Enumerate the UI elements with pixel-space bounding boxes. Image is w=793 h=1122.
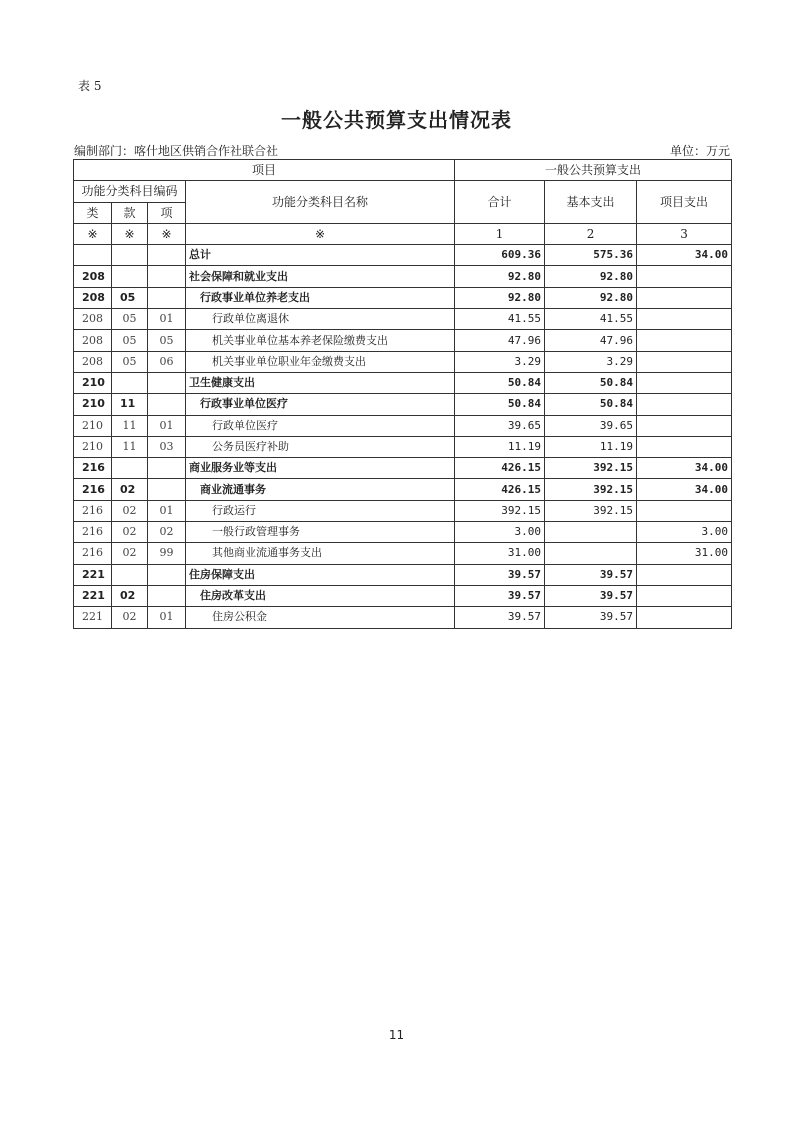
cell-kuan: 11 bbox=[112, 394, 148, 415]
cell-xiang: 01 bbox=[148, 500, 186, 521]
cell-lei: 216 bbox=[74, 479, 112, 500]
cell-basic: 39.57 bbox=[545, 564, 637, 585]
cell-project-expense bbox=[637, 266, 732, 287]
cell-basic: 39.57 bbox=[545, 585, 637, 606]
header-function-name: 功能分类科目名称 bbox=[186, 181, 455, 224]
header-mark: ※ bbox=[112, 223, 148, 244]
header-project-expense: 项目支出 bbox=[637, 181, 732, 224]
cell-xiang bbox=[148, 287, 186, 308]
cell-lei: 208 bbox=[74, 351, 112, 372]
cell-kuan bbox=[112, 245, 148, 266]
table-row bbox=[74, 415, 732, 436]
cell-xiang bbox=[148, 479, 186, 500]
header-kuan: 款 bbox=[112, 202, 148, 223]
cell-total: 50.84 bbox=[455, 372, 545, 393]
table-row bbox=[74, 458, 732, 479]
header-mark: ※ bbox=[74, 223, 112, 244]
cell-lei: 208 bbox=[74, 330, 112, 351]
cell-function-name: 行政运行 bbox=[186, 500, 455, 521]
cell-basic bbox=[545, 543, 637, 564]
budget-table bbox=[73, 159, 732, 629]
cell-kuan bbox=[112, 266, 148, 287]
header-project: 项目 bbox=[74, 160, 455, 181]
cell-project-expense: 31.00 bbox=[637, 543, 732, 564]
cell-lei: 221 bbox=[74, 564, 112, 585]
cell-lei: 208 bbox=[74, 266, 112, 287]
table-row bbox=[74, 266, 732, 287]
cell-xiang: 06 bbox=[148, 351, 186, 372]
cell-basic: 50.84 bbox=[545, 394, 637, 415]
cell-kuan: 05 bbox=[112, 330, 148, 351]
table-row bbox=[74, 287, 732, 308]
cell-lei bbox=[74, 245, 112, 266]
cell-kuan: 05 bbox=[112, 309, 148, 330]
cell-xiang: 02 bbox=[148, 522, 186, 543]
table-row bbox=[74, 245, 732, 266]
cell-function-name: 行政事业单位医疗 bbox=[186, 394, 455, 415]
cell-basic: 39.65 bbox=[545, 415, 637, 436]
cell-total: 426.15 bbox=[455, 458, 545, 479]
header-basic: 基本支出 bbox=[545, 181, 637, 224]
cell-function-name: 行政单位医疗 bbox=[186, 415, 455, 436]
cell-function-name: 住房改革支出 bbox=[186, 585, 455, 606]
table-row bbox=[74, 351, 732, 372]
header-mark: ※ bbox=[186, 223, 455, 244]
cell-xiang: 03 bbox=[148, 436, 186, 457]
cell-function-name: 行政单位离退休 bbox=[186, 309, 455, 330]
cell-project-expense bbox=[637, 287, 732, 308]
table-row bbox=[74, 436, 732, 457]
cell-lei: 221 bbox=[74, 585, 112, 606]
table-row bbox=[74, 543, 732, 564]
cell-kuan: 02 bbox=[112, 543, 148, 564]
cell-total: 3.00 bbox=[455, 522, 545, 543]
cell-lei: 210 bbox=[74, 415, 112, 436]
header-budget-group: 一般公共预算支出 bbox=[455, 160, 732, 181]
cell-xiang: 01 bbox=[148, 415, 186, 436]
table-row bbox=[74, 330, 732, 351]
cell-function-name: 卫生健康支出 bbox=[186, 372, 455, 393]
table-number: 表 5 bbox=[78, 79, 102, 93]
cell-lei: 216 bbox=[74, 458, 112, 479]
cell-xiang bbox=[148, 266, 186, 287]
cell-total: 39.57 bbox=[455, 585, 545, 606]
cell-total: 31.00 bbox=[455, 543, 545, 564]
page-title: 一般公共预算支出情况表 bbox=[281, 108, 512, 132]
cell-basic: 11.19 bbox=[545, 436, 637, 457]
cell-kuan bbox=[112, 458, 148, 479]
cell-basic: 41.55 bbox=[545, 309, 637, 330]
cell-function-name: 商业流通事务 bbox=[186, 479, 455, 500]
cell-function-name: 机关事业单位职业年金缴费支出 bbox=[186, 351, 455, 372]
table-row bbox=[74, 607, 732, 628]
cell-lei: 208 bbox=[74, 287, 112, 308]
cell-total: 50.84 bbox=[455, 394, 545, 415]
cell-xiang: 01 bbox=[148, 607, 186, 628]
cell-xiang bbox=[148, 245, 186, 266]
cell-project-expense: 34.00 bbox=[637, 479, 732, 500]
table-header bbox=[74, 160, 732, 245]
cell-total: 3.29 bbox=[455, 351, 545, 372]
cell-kuan: 05 bbox=[112, 287, 148, 308]
header-col-1: 1 bbox=[455, 223, 545, 244]
cell-total: 39.57 bbox=[455, 607, 545, 628]
cell-project-expense bbox=[637, 607, 732, 628]
cell-basic: 392.15 bbox=[545, 500, 637, 521]
cell-project-expense bbox=[637, 500, 732, 521]
cell-total: 92.80 bbox=[455, 266, 545, 287]
cell-xiang bbox=[148, 394, 186, 415]
cell-lei: 210 bbox=[74, 436, 112, 457]
cell-kuan: 02 bbox=[112, 500, 148, 521]
cell-project-expense bbox=[637, 564, 732, 585]
cell-project-expense bbox=[637, 372, 732, 393]
compiling-department: 编制部门：喀什地区供销合作社联合社 bbox=[74, 144, 279, 158]
cell-function-name: 商业服务业等支出 bbox=[186, 458, 455, 479]
cell-project-expense bbox=[637, 436, 732, 457]
cell-function-name: 一般行政管理事务 bbox=[186, 522, 455, 543]
cell-xiang bbox=[148, 458, 186, 479]
cell-function-name: 总计 bbox=[186, 245, 455, 266]
header-total: 合计 bbox=[455, 181, 545, 224]
cell-kuan bbox=[112, 564, 148, 585]
cell-project-expense bbox=[637, 330, 732, 351]
cell-total: 39.57 bbox=[455, 564, 545, 585]
cell-lei: 208 bbox=[74, 309, 112, 330]
cell-kuan: 02 bbox=[112, 607, 148, 628]
cell-basic: 39.57 bbox=[545, 607, 637, 628]
cell-basic bbox=[545, 522, 637, 543]
cell-project-expense bbox=[637, 309, 732, 330]
cell-project-expense: 3.00 bbox=[637, 522, 732, 543]
cell-basic: 575.36 bbox=[545, 245, 637, 266]
cell-lei: 210 bbox=[74, 372, 112, 393]
table-row bbox=[74, 309, 732, 330]
table-body bbox=[74, 245, 732, 628]
cell-basic: 50.84 bbox=[545, 372, 637, 393]
cell-project-expense bbox=[637, 351, 732, 372]
header-col-2: 2 bbox=[545, 223, 637, 244]
cell-basic: 47.96 bbox=[545, 330, 637, 351]
cell-kuan: 05 bbox=[112, 351, 148, 372]
cell-xiang bbox=[148, 585, 186, 606]
cell-lei: 216 bbox=[74, 543, 112, 564]
cell-total: 426.15 bbox=[455, 479, 545, 500]
cell-total: 92.80 bbox=[455, 287, 545, 308]
table-row bbox=[74, 372, 732, 393]
table-row bbox=[74, 394, 732, 415]
cell-lei: 210 bbox=[74, 394, 112, 415]
cell-total: 47.96 bbox=[455, 330, 545, 351]
cell-lei: 216 bbox=[74, 500, 112, 521]
cell-total: 609.36 bbox=[455, 245, 545, 266]
cell-kuan bbox=[112, 372, 148, 393]
cell-xiang bbox=[148, 372, 186, 393]
cell-basic: 392.15 bbox=[545, 479, 637, 500]
cell-basic: 92.80 bbox=[545, 287, 637, 308]
cell-project-expense bbox=[637, 415, 732, 436]
cell-function-name: 其他商业流通事务支出 bbox=[186, 543, 455, 564]
cell-xiang: 99 bbox=[148, 543, 186, 564]
header-lei: 类 bbox=[74, 202, 112, 223]
cell-xiang: 01 bbox=[148, 309, 186, 330]
cell-function-name: 机关事业单位基本养老保险缴费支出 bbox=[186, 330, 455, 351]
header-xiang: 项 bbox=[148, 202, 186, 223]
cell-kuan: 11 bbox=[112, 415, 148, 436]
cell-total: 392.15 bbox=[455, 500, 545, 521]
cell-function-name: 住房保障支出 bbox=[186, 564, 455, 585]
cell-basic: 392.15 bbox=[545, 458, 637, 479]
table-row bbox=[74, 585, 732, 606]
header-mark: ※ bbox=[148, 223, 186, 244]
table-row bbox=[74, 522, 732, 543]
cell-project-expense bbox=[637, 585, 732, 606]
cell-kuan: 02 bbox=[112, 522, 148, 543]
cell-kuan: 11 bbox=[112, 436, 148, 457]
cell-lei: 221 bbox=[74, 607, 112, 628]
cell-basic: 3.29 bbox=[545, 351, 637, 372]
cell-kuan: 02 bbox=[112, 585, 148, 606]
cell-function-name: 住房公积金 bbox=[186, 607, 455, 628]
table-row bbox=[74, 500, 732, 521]
cell-project-expense bbox=[637, 394, 732, 415]
page-number: 11 bbox=[388, 1028, 405, 1042]
cell-xiang: 05 bbox=[148, 330, 186, 351]
cell-total: 11.19 bbox=[455, 436, 545, 457]
header-col-3: 3 bbox=[637, 223, 732, 244]
cell-lei: 216 bbox=[74, 522, 112, 543]
cell-project-expense: 34.00 bbox=[637, 245, 732, 266]
table-row bbox=[74, 564, 732, 585]
cell-project-expense: 34.00 bbox=[637, 458, 732, 479]
cell-total: 41.55 bbox=[455, 309, 545, 330]
table-row bbox=[74, 479, 732, 500]
unit-label: 单位：万元 bbox=[669, 144, 730, 158]
cell-total: 39.65 bbox=[455, 415, 545, 436]
cell-function-name: 社会保障和就业支出 bbox=[186, 266, 455, 287]
header-code-group: 功能分类科目编码 bbox=[74, 181, 186, 202]
cell-xiang bbox=[148, 564, 186, 585]
cell-kuan: 02 bbox=[112, 479, 148, 500]
cell-function-name: 行政事业单位养老支出 bbox=[186, 287, 455, 308]
cell-basic: 92.80 bbox=[545, 266, 637, 287]
cell-function-name: 公务员医疗补助 bbox=[186, 436, 455, 457]
